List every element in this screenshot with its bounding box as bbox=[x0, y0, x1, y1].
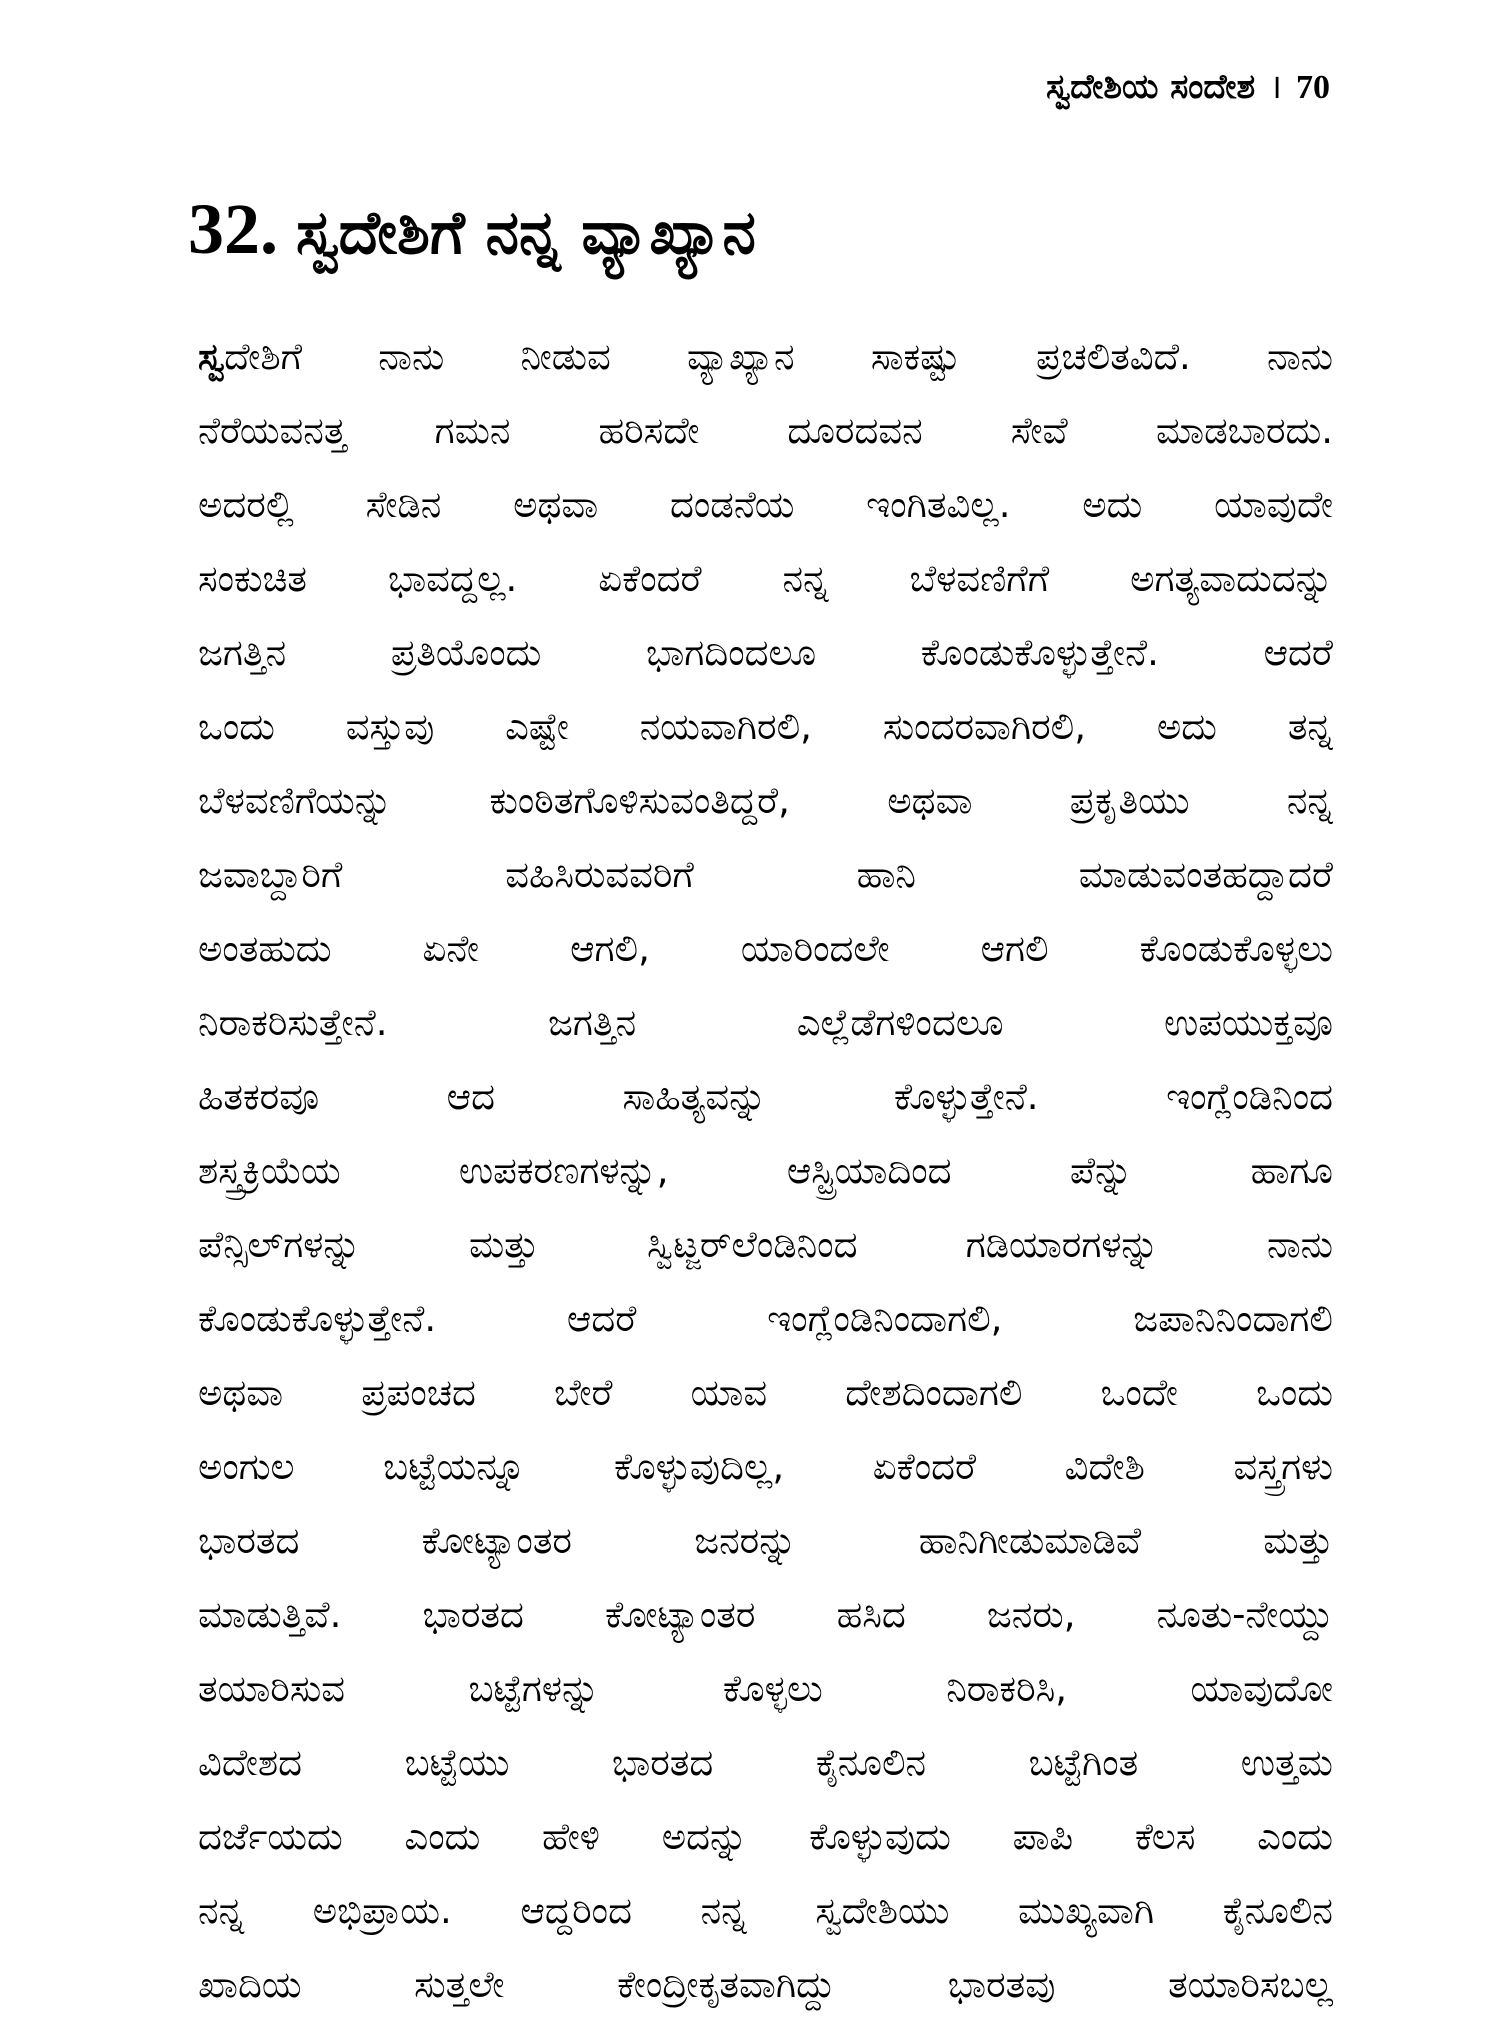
body-line: ತಯಾರಿಸುವ ಬಟ್ಟೆಗಳನ್ನು ಕೊಳ್ಳಲು ನಿರಾಕರಿಸಿ, ಯಾವುದೋ bbox=[198, 1667, 1333, 1710]
chapter-number: 32. bbox=[188, 189, 278, 269]
body-line: ಹಿತಕರವೂ ಆದ ಸಾಹಿತ್ಯವನ್ನು ಕೊಳ್ಳುತ್ತೇನೆ. ಇಂಗ್ಲೆಂಡಿನಿಂದ bbox=[198, 1075, 1333, 1118]
body-text bbox=[198, 320, 1333, 2022]
body-line: ಬೆಳವಣಿಗೆಯನ್ನು ಕುಂಠಿತಗೊಳಿಸುವಂತಿದ್ದರೆ, ಅಥವಾ ಪ್ರಕೃತಿಯು ನನ್ನ bbox=[198, 779, 1333, 822]
running-header bbox=[1046, 62, 1330, 108]
chapter-title: ಸ್ವದೇಶಿಗೆ ನನ್ನ ವ್ಯಾಖ್ಯಾನ bbox=[296, 198, 756, 268]
body-line: ಅಂತಹುದು ಏನೇ ಆಗಲಿ, ಯಾರಿಂದಲೇ ಆಗಲಿ ಕೊಂಡುಕೊಳ್ಳಲು bbox=[198, 927, 1333, 970]
body-line: ಅದರಲ್ಲಿ ಸೇಡಿನ ಅಥವಾ ದಂಡನೆಯ ಇಂಗಿತವಿಲ್ಲ. ಅದು ಯಾವುದೇ bbox=[198, 483, 1333, 526]
body-line: ಮಾಡುತ್ತಿವೆ. ಭಾರತದ ಕೋಟ್ಯಾಂತರ ಹಸಿದ ಜನರು, ನೂತು-ನೇಯ್ದು bbox=[198, 1593, 1333, 1636]
body-line bbox=[198, 320, 1333, 394]
body-line: ಜವಾಬ್ದಾರಿಗೆ ವಹಿಸಿರುವವರಿಗೆ ಹಾನಿ ಮಾಡುವಂತಹದ್ದಾದರೆ bbox=[198, 853, 1333, 896]
body-line: ಶಸ್ತ್ರಕ್ರಿಯೆಯ ಉಪಕರಣಗಳನ್ನು, ಆಸ್ಟ್ರಿಯಾದಿಂದ ಪೆನ್ನು ಹಾಗೂ bbox=[198, 1149, 1333, 1192]
body-line: ಒಂದು ವಸ್ತುವು ಎಷ್ಟೇ ನಯವಾಗಿರಲಿ, ಸುಂದರವಾಗಿರಲಿ, ಅದು ತನ್ನ bbox=[198, 705, 1333, 748]
body-line: ಸಂಕುಚಿತ ಭಾವದ್ದಲ್ಲ. ಏಕೆಂದರೆ ನನ್ನ ಬೆಳವಣಿಗೆಗೆ ಅಗತ್ಯವಾದುದನ್ನು bbox=[198, 557, 1333, 600]
body-line: ಖಾದಿಯ ಸುತ್ತಲೇ ಕೇಂದ್ರೀಕೃತವಾಗಿದ್ದು ಭಾರತವು ತಯಾರಿಸಬಲ್ಲ bbox=[198, 1963, 1333, 2006]
body-line: ದರ್ಜೆಯದು ಎಂದು ಹೇಳಿ ಅದನ್ನು ಕೊಳ್ಳುವುದು ಪಾಪಿ ಕೆಲಸ ಎಂದು bbox=[198, 1815, 1333, 1858]
body-line: ಅಂಗುಲ ಬಟ್ಟೆಯನ್ನೂ ಕೊಳ್ಳುವುದಿಲ್ಲ, ಏಕೆಂದರೆ ವಿದೇಶಿ ವಸ್ತ್ರಗಳು bbox=[198, 1445, 1333, 1488]
body-line: ಭಾರತದ ಕೋಟ್ಯಾಂತರ ಜನರನ್ನು ಹಾನಿಗೀಡುಮಾಡಿವೆ ಮತ್ತು bbox=[198, 1519, 1333, 1562]
body-line: ವಿದೇಶದ ಬಟ್ಟೆಯು ಭಾರತದ ಕೈನೂಲಿನ ಬಟ್ಟೆಗಿಂತ ಉತ್ತಮ bbox=[198, 1741, 1333, 1784]
chapter-heading bbox=[188, 188, 756, 271]
body-line: ನಿರಾಕರಿಸುತ್ತೇನೆ. ಜಗತ್ತಿನ ಎಲ್ಲೆಡೆಗಳಿಂದಲೂ ಉಪಯುಕ್ತವೂ bbox=[198, 1001, 1333, 1044]
first-word: ಸ್ವ bbox=[198, 335, 225, 378]
body-line: ಪೆನ್ಸಿಲ್‌ಗಳನ್ನು ಮತ್ತು ಸ್ವಿಟ್ಜರ್‌ಲೆಂಡಿನಿಂದ ಗಡಿಯಾರಗಳನ್ನು ನಾನು bbox=[198, 1223, 1333, 1266]
page-number: 70 bbox=[1296, 69, 1330, 106]
body-line: ಕೊಂಡುಕೊಳ್ಳುತ್ತೇನೆ. ಆದರೆ ಇಂಗ್ಲೆಂಡಿನಿಂದಾಗಲಿ, ಜಪಾನಿನಿಂದಾಗಲಿ bbox=[198, 1297, 1333, 1340]
header-separator: । bbox=[1269, 67, 1282, 107]
body-line: ಅಥವಾ ಪ್ರಪಂಚದ ಬೇರೆ ಯಾವ ದೇಶದಿಂದಾಗಲಿ ಒಂದೇ ಒಂದು bbox=[198, 1371, 1333, 1414]
book-title: ಸ್ವದೇಶಿಯ ಸಂದೇಶ bbox=[1046, 67, 1256, 107]
body-line: ಜಗತ್ತಿನ ಪ್ರತಿಯೊಂದು ಭಾಗದಿಂದಲೂ ಕೊಂಡುಕೊಳ್ಳುತ್ತೇನೆ. ಆದರೆ bbox=[198, 631, 1333, 674]
body-line: ನನ್ನ ಅಭಿಪ್ರಾಯ. ಆದ್ದರಿಂದ ನನ್ನ ಸ್ವದೇಶಿಯು ಮುಖ್ಯವಾಗಿ ಕೈನೂಲಿನ bbox=[198, 1889, 1333, 1932]
first-line-rest: ದೇಶಿಗೆ ನಾನು ನೀಡುವ ವ್ಯಾಖ್ಯಾನ ಸಾಕಷ್ಟು ಪ್ರಚಲಿತವಿದೆ. ನಾನು bbox=[224, 335, 1333, 378]
body-line: ನೆರೆಯವನತ್ತ ಗಮನ ಹರಿಸದೇ ದೂರದವನ ಸೇವೆ ಮಾಡಬಾರದು. bbox=[198, 409, 1333, 452]
